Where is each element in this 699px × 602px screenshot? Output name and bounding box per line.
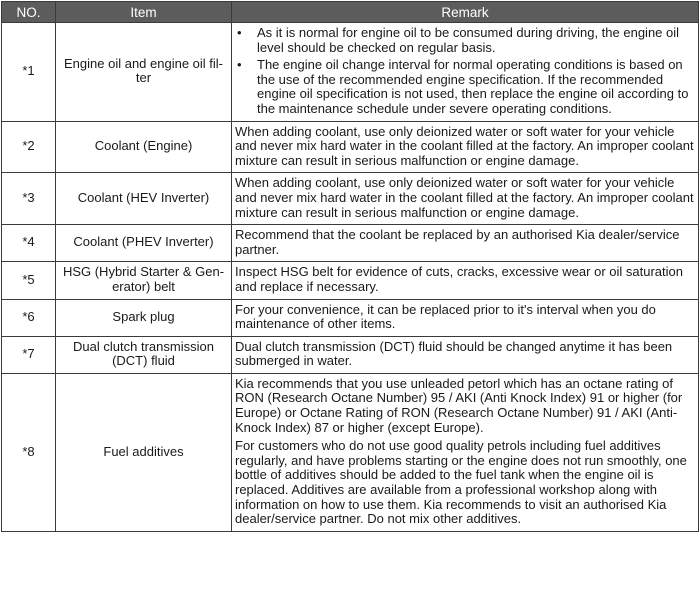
table-row	[2, 173, 699, 225]
row-item: HSG (Hybrid Starter & Gen-erator) belt	[56, 262, 232, 299]
row-item: Coolant (PHEV Inverter)	[56, 225, 232, 262]
table-row	[2, 225, 699, 262]
remark-bullet-text: The engine oil change interval for normal operating conditions is based on the use of the recommended engine specification. If the recommended engine oil specification is not used, then replace the engine oil according to the maintenance schedule under severe operating conditions.	[257, 57, 689, 116]
row-remark: Recommend that the coolant be replaced by an authorised Kia dealer/service partner.	[232, 225, 699, 262]
row-number: *4	[2, 225, 56, 262]
row-item: Coolant (HEV Inverter)	[56, 173, 232, 225]
bullet-dot-icon: •	[237, 25, 242, 40]
row-item: Dual clutch transmission (DCT) fluid	[56, 336, 232, 373]
row-remark	[232, 373, 699, 531]
row-number: *8	[2, 373, 56, 531]
maintenance-table	[1, 1, 699, 532]
remark-paragraph: Kia recommends that you use unleaded petorl which has an octane rating of RON (Research Octane Number) 95 / AKI (Anti Knock Index) 91 or higher (for Europe) or Octane Rating of RON (Research Octane Number) 91 / AKI (Anti-Knock Index) 87 or higher (except Europe).	[235, 375, 683, 435]
row-number: *3	[2, 173, 56, 225]
row-number: *5	[2, 262, 56, 299]
table-row	[2, 299, 699, 336]
table-row	[2, 336, 699, 373]
row-number: *2	[2, 121, 56, 173]
header-no: NO.	[2, 2, 56, 23]
row-number: *7	[2, 336, 56, 373]
bullet-dot-icon: •	[237, 57, 242, 73]
row-remark: When adding coolant, use only deionized water or soft water for your vehicle and never mix hard water in the coolant filled at the factory. An improper coolant mixture can result in serious malfunction or engine damage.	[232, 173, 699, 225]
table-row	[2, 23, 699, 122]
row-item: Engine oil and engine oil fil-ter	[56, 23, 232, 122]
row-item: Fuel additives	[56, 373, 232, 531]
header-item: Item	[56, 2, 232, 23]
header-row	[2, 2, 699, 23]
row-remark: When adding coolant, use only deionized water or soft water for your vehicle and never mix hard water in the coolant filled at the factory. An improper coolant mixture can result in serious malfunction or engine damage.	[232, 121, 699, 173]
remark-bullet-list	[235, 26, 695, 117]
remark-bullet	[237, 25, 695, 55]
table-row	[2, 262, 699, 299]
remark-paragraph: For customers who do not use good quality petrols including fuel additives regularly, and have problems starting or the engine does not run smoothly, one bottle of additives should be added to the fuel tank when the engine oil is replaced. Additives are available from a professional workshop along with information on how to use them. Kia recommends to visit an authorised Kia dealer/service partner. Do not mix other additives.	[235, 438, 687, 527]
table-row	[2, 121, 699, 173]
row-remark: For your convenience, it can be replaced prior to it's interval when you do maintenance of other items.	[232, 299, 699, 336]
row-number: *1	[2, 23, 56, 122]
header-remark: Remark	[232, 2, 699, 23]
row-remark: Inspect HSG belt for evidence of cuts, cracks, excessive wear or oil saturation and replace if necessary.	[232, 262, 699, 299]
remark-bullet	[237, 57, 695, 116]
row-item: Spark plug	[56, 299, 232, 336]
remark-bullet-text: As it is normal for engine oil to be consumed during driving, the engine oil level should be checked on regular basis.	[257, 25, 680, 55]
row-item: Coolant (Engine)	[56, 121, 232, 173]
row-remark: Dual clutch transmission (DCT) fluid should be changed anytime it has been submerged in water.	[232, 336, 699, 373]
row-remark	[232, 23, 699, 122]
row-number: *6	[2, 299, 56, 336]
table-row	[2, 373, 699, 531]
